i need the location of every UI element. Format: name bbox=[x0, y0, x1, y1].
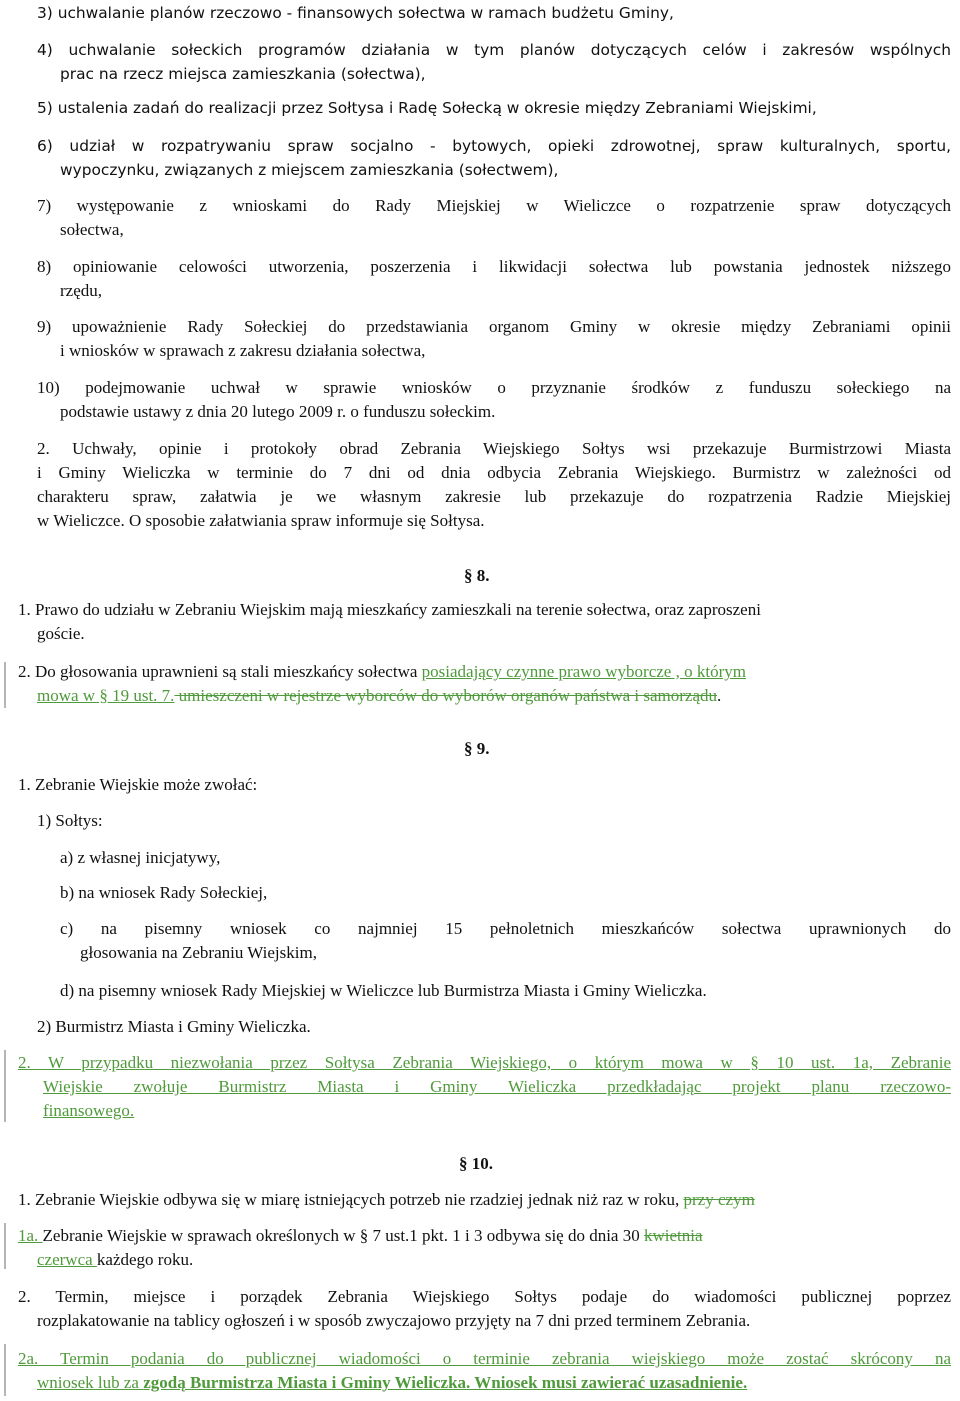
list-item-10-cont: podstawie ustawy z dnia 20 lutego 2009 r. o funduszu sołeckim. bbox=[60, 402, 496, 421]
list-item-8: 8) opiniowanie celowości utworzenia, poszerzenia i likwidacji sołectwa lub powstania jednostek niższego bbox=[37, 257, 951, 276]
section-10-item-2-cont: rozplakatowanie na tablicy ogłoszeń i w sposób zwyczajowo przyjęty na 7 dni przed terminem Zebrania. bbox=[37, 1311, 751, 1330]
list-item-4-cont: prac na rzecz miejsca zamieszkania (sołectwa), bbox=[60, 65, 426, 83]
inserted-text: mowa w § 19 ust. 7. bbox=[37, 686, 175, 705]
section-9-item-1-1c-cont: głosowania na Zebraniu Wiejskim, bbox=[80, 943, 317, 962]
section-10-item-1a-end: każdego roku. bbox=[96, 1250, 194, 1269]
list-item-7: 7) występowanie z wnioskami do Rady Miejskiej w Wieliczce o rozpatrzenie spraw dotyczących bbox=[37, 196, 951, 215]
paragraph-2-line: w Wieliczce. O sposobie załatwiania spraw informuje się Sołtysa. bbox=[37, 511, 485, 530]
section-10-item-2a: 2a. Termin podania do publicznej wiadomości o terminie zebrania wiejskiego może zostać skrócony na bbox=[18, 1349, 951, 1368]
section-8-item-1-cont: goście. bbox=[37, 624, 85, 643]
section-9-item-1-1d: d) na pisemny wniosek Rady Miejskiej w Wieliczce lub Burmistrza Miasta i Gminy Wieliczka. bbox=[60, 981, 707, 1000]
list-item-4: 4) uchwalanie sołeckich programów działania w tym planów dotyczących celów i zakresów wspólnych bbox=[37, 41, 951, 59]
change-bar bbox=[4, 1223, 6, 1269]
section-10-item-1 bbox=[18, 1188, 755, 1212]
section-9-item-1-1b: b) na wniosek Rady Sołeckiej, bbox=[60, 883, 268, 902]
list-item-9-cont: i wniosków w sprawach z zakresu działania sołectwa, bbox=[60, 341, 426, 360]
list-item-7-cont: sołectwa, bbox=[60, 220, 124, 239]
paragraph-2-line: 2. Uchwały, opinie i protokoły obrad Zebrania Wiejskiego Sołtys wsi przekazuje Burmistrzowi Miasta bbox=[37, 439, 951, 458]
inserted-text: posiadający czynne prawo wyborcze , o którym bbox=[421, 662, 746, 681]
section-8-item-2 bbox=[18, 660, 746, 684]
period: . bbox=[717, 686, 722, 705]
section-9-item-2-cont: finansowego. bbox=[43, 1101, 135, 1120]
inserted-bold-text: zgodą Burmistrza Miasta i Gminy Wieliczka. Wniosek musi zawierać uzasadnienie. bbox=[143, 1373, 748, 1392]
section-9-item-2-cont: Wiejskie zwołuje Burmistrz Miasta i Gminy Wieliczka przedkładając projekt planu rzeczowo- bbox=[43, 1077, 951, 1096]
section-9-item-1-1: 1) Sołtys: bbox=[37, 811, 103, 830]
section-8-item-2-text: 2. Do głosowania uprawnieni są stali mieszkańcy sołectwa bbox=[18, 662, 422, 681]
paragraph-2-line: charakteru spraw, załatwia je we własnym zakresie lub przekazuje do rozpatrzenia Radzie Miejskiej bbox=[37, 487, 951, 506]
section-heading-10: § 10. bbox=[459, 1154, 493, 1173]
deleted-text: przy czym bbox=[683, 1190, 755, 1209]
section-8-item-1: 1. Prawo do udziału w Zebraniu Wiejskim mają mieszkańcy zamieszkali na terenie sołectwa, oraz zaproszeni bbox=[18, 600, 761, 619]
list-item-6-cont: wypoczynku, związanych z miejscem zamieszkania (sołectwem), bbox=[60, 161, 559, 179]
list-item-3: 3) uchwalanie planów rzeczowo - finansowych sołectwa w ramach budżetu Gminy, bbox=[37, 4, 674, 22]
list-item-10: 10) podejmowanie uchwał w sprawie wniosków o przyznanie środków z funduszu sołeckiego na bbox=[37, 378, 951, 397]
section-9-item-1: 1. Zebranie Wiejskie może zwołać: bbox=[18, 775, 258, 794]
list-item-8-cont: rzędu, bbox=[60, 281, 103, 300]
section-9-item-2: 2. W przypadku niezwołania przez Sołtysa Zebrania Wiejskiego, o którym mowa w § 10 ust. 1a, Zebranie bbox=[18, 1053, 951, 1072]
section-9-item-1-1c: c) na pisemny wniosek co najmniej 15 pełnoletnich mieszkańców sołectwa uprawnionych do bbox=[60, 919, 951, 938]
list-item-5: 5) ustalenia zadań do realizacji przez Sołtysa i Radę Sołecką w okresie między Zebraniami Wiejskimi, bbox=[37, 99, 817, 117]
section-heading-9: § 9. bbox=[464, 739, 490, 758]
section-10-item-1a-text: Zebranie Wiejskie w sprawach określonych w § 7 ust.1 pkt. 1 i 3 odbywa się do dnia 30 bbox=[42, 1226, 644, 1245]
deleted-text: umieszczeni w rejestrze wyborców do wyborów organów państwa i samorządu bbox=[174, 686, 717, 705]
section-10-item-1a-cont bbox=[37, 1248, 193, 1272]
deleted-text: kwietnia bbox=[643, 1226, 703, 1245]
section-8-item-2-cont bbox=[37, 684, 721, 708]
section-10-item-2: 2. Termin, miejsce i porządek Zebrania Wiejskiego Sołtys podaje do wiadomości publicznej poprzez bbox=[18, 1287, 951, 1306]
list-item-6: 6) udział w rozpatrywaniu spraw socjalno - bytowych, opieki zdrowotnej, spraw kulturalnych, sportu, bbox=[37, 137, 951, 155]
inserted-text: wniosek lub za bbox=[37, 1373, 144, 1392]
change-bar bbox=[4, 1344, 6, 1396]
section-10-item-1a bbox=[18, 1224, 703, 1248]
inserted-text: 1a. bbox=[18, 1226, 43, 1245]
section-9-item-1-2: 2) Burmistrz Miasta i Gminy Wieliczka. bbox=[37, 1017, 311, 1036]
change-bar bbox=[4, 1050, 6, 1122]
section-10-item-1-text: 1. Zebranie Wiejskie odbywa się w miarę istniejących potrzeb nie rzadziej jednak niż raz w roku, bbox=[18, 1190, 684, 1209]
paragraph-2-line: i Gminy Wieliczka w terminie do 7 dni od dnia odbycia Zebrania Wiejskiego. Burmistrz w zależności od bbox=[37, 463, 951, 482]
section-10-item-2a-cont bbox=[37, 1371, 747, 1395]
list-item-9: 9) upoważnienie Rady Sołeckiej do przedstawiania organom Gminy w okresie między Zebraniami opinii bbox=[37, 317, 951, 336]
inserted-text: czerwca bbox=[37, 1250, 97, 1269]
section-heading-8: § 8. bbox=[464, 566, 490, 585]
section-9-item-1-1a: a) z własnej inicjatywy, bbox=[60, 848, 221, 867]
change-bar bbox=[4, 662, 6, 708]
